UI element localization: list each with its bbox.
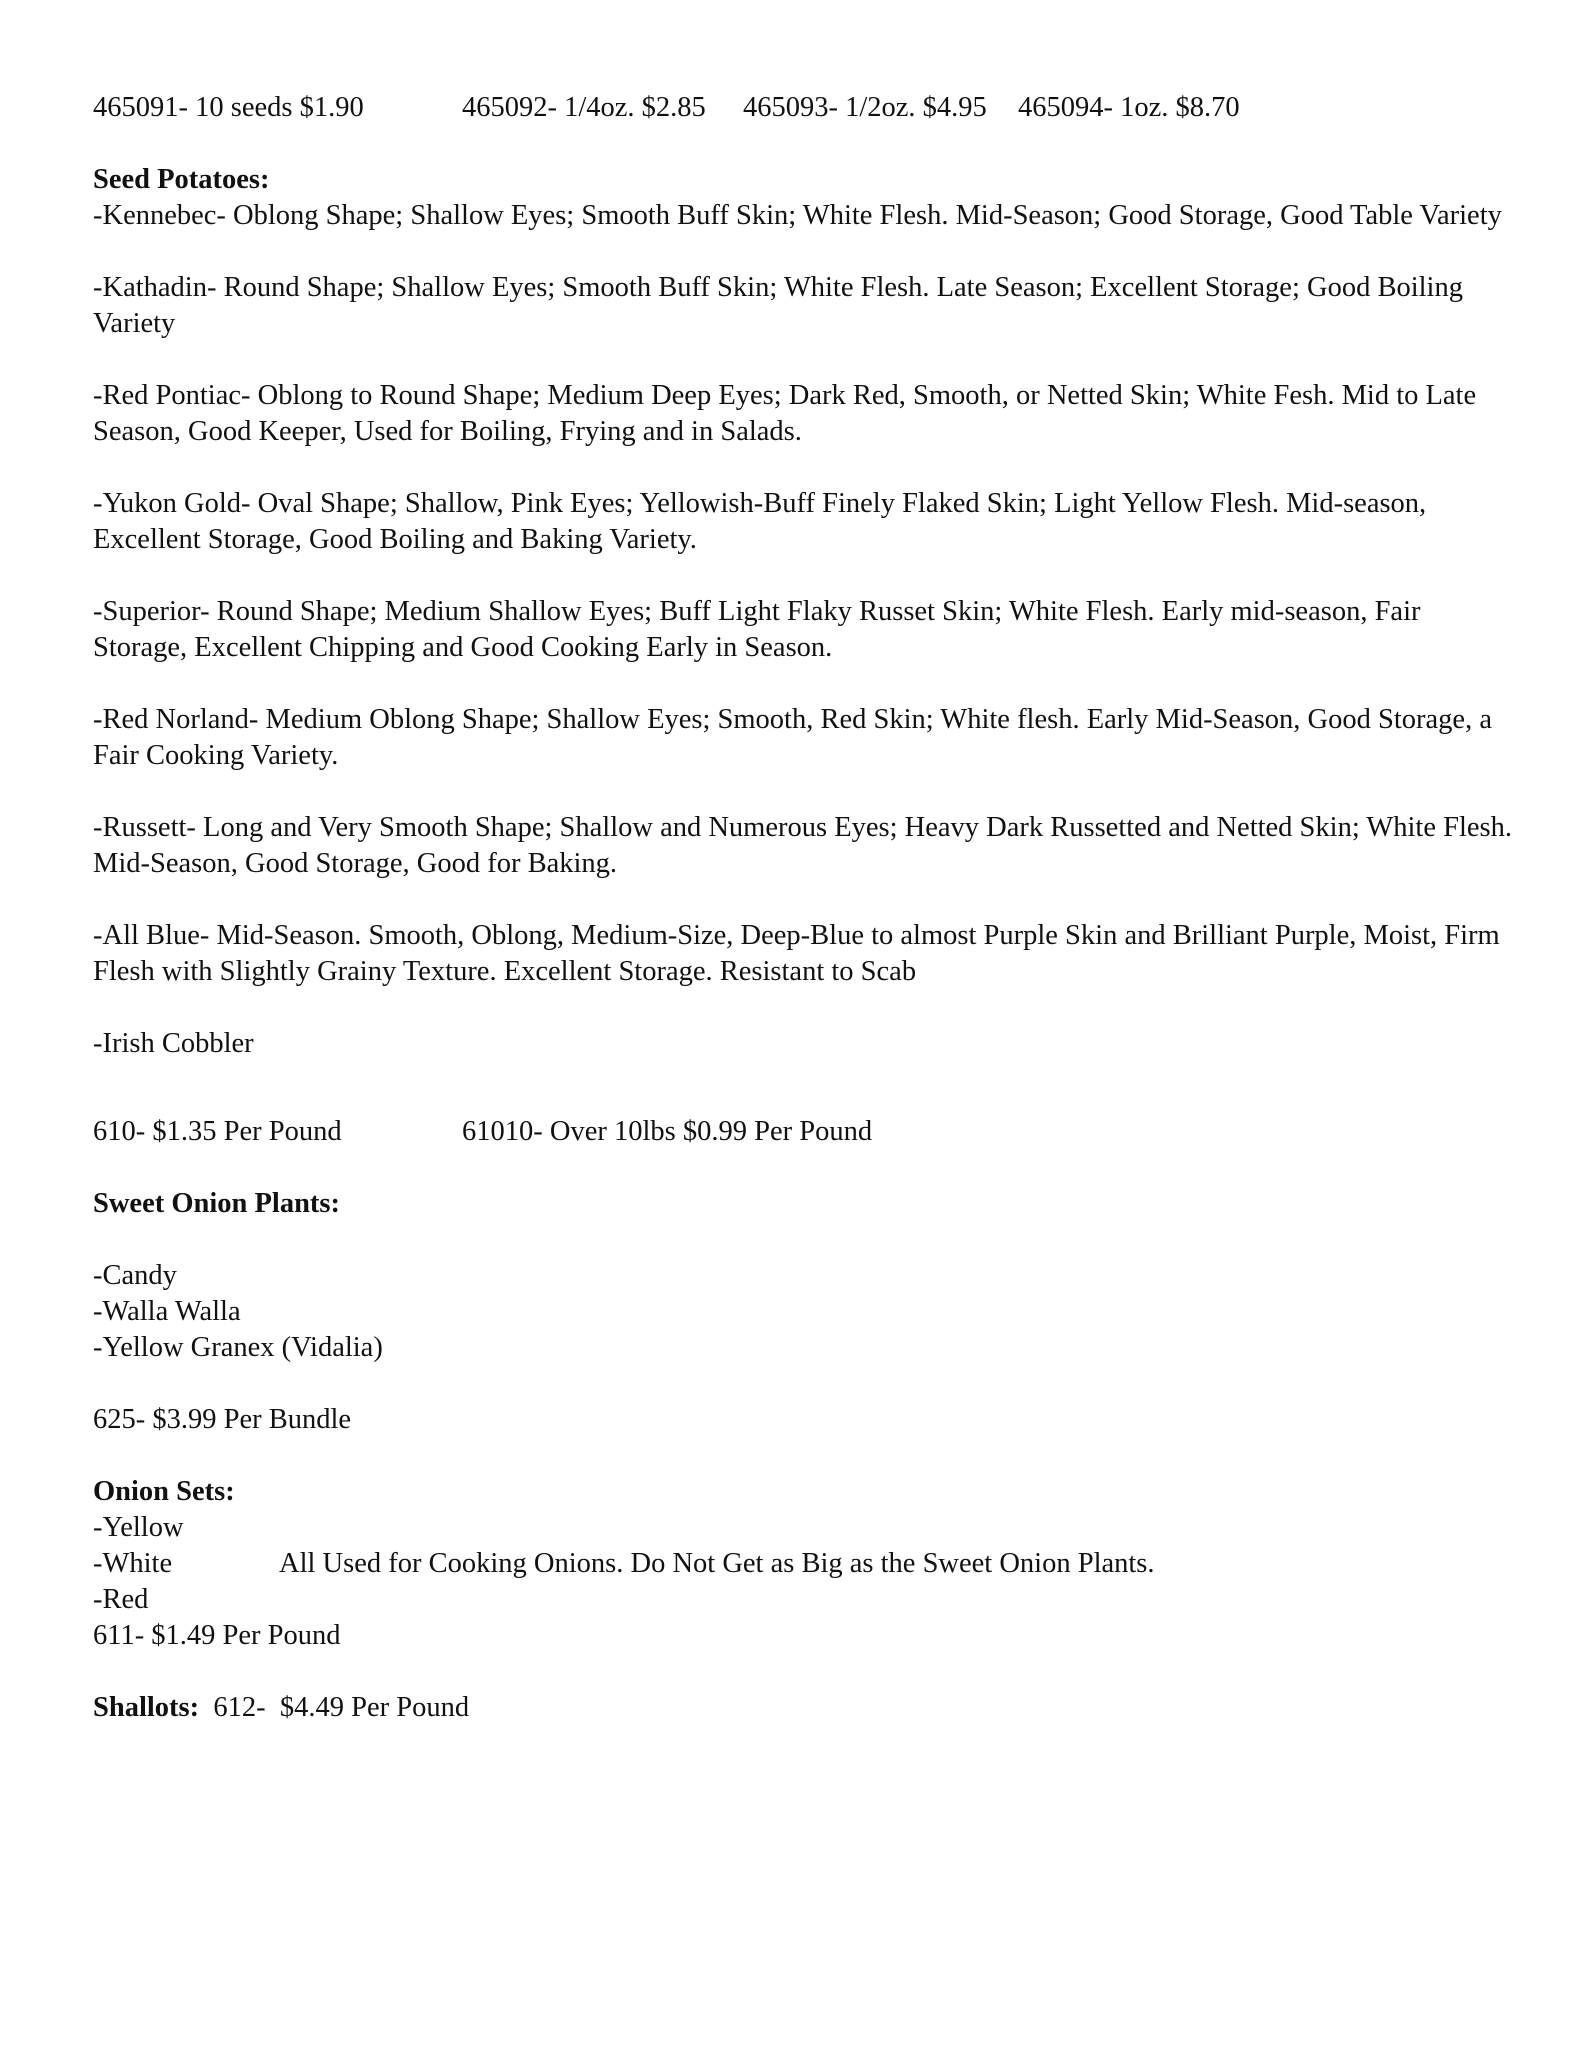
variety-yukon-gold: -Yukon Gold- Oval Shape; Shallow, Pink Eyes; Yellowish-Buff Finely Flaked Skin; Light Yellow Flesh. Mid-season, Excellent Storage, Good Boiling and Baking Variety. bbox=[93, 488, 1427, 555]
seed-price-half-oz: 465093- 1/2oz. $4.95 bbox=[743, 92, 987, 123]
sweet-onion-candy: -Candy bbox=[93, 1260, 177, 1291]
seed-price-10-seeds: 465091- 10 seeds $1.90 bbox=[93, 92, 364, 123]
document-page bbox=[93, 90, 1513, 1726]
variety-all-blue: -All Blue- Mid-Season. Smooth, Oblong, Medium-Size, Deep-Blue to almost Purple Skin and Brilliant Purple, Moist, Firm Flesh with Slightly Grainy Texture. Excellent Storage. Resistant to Scab bbox=[93, 920, 1500, 987]
onion-set-white-row bbox=[93, 1546, 1513, 1582]
onion-set-yellow: -Yellow bbox=[93, 1512, 184, 1543]
variety-red-norland: -Red Norland- Medium Oblong Shape; Shallow Eyes; Smooth, Red Skin; White flesh. Early Mid-Season, Good Storage, a Fair Cooking Variety. bbox=[93, 704, 1492, 771]
potato-price-over-10lbs: 61010- Over 10lbs $0.99 Per Pound bbox=[462, 1116, 873, 1147]
onion-set-white: -White bbox=[93, 1548, 173, 1579]
variety-irish-cobbler: -Irish Cobbler bbox=[93, 1028, 254, 1059]
onion-sets-note: All Used for Cooking Onions. Do Not Get as Big as the Sweet Onion Plants. bbox=[279, 1548, 1155, 1579]
shallots-heading: Shallots: bbox=[93, 1692, 200, 1723]
shallots-price: 612- $4.49 Per Pound bbox=[213, 1692, 470, 1723]
variety-kennebec: -Kennebec- Oblong Shape; Shallow Eyes; Smooth Buff Skin; White Flesh. Mid-Season; Good Storage, Good Table Variety bbox=[93, 200, 1502, 231]
shallots-row bbox=[93, 1690, 1513, 1726]
seed-price-row bbox=[93, 90, 1513, 126]
variety-russett: -Russett- Long and Very Smooth Shape; Shallow and Numerous Eyes; Heavy Dark Russetted and Netted Skin; White Flesh. Mid-Season, Good Storage, Good for Baking. bbox=[93, 812, 1513, 879]
onion-sets-price: 611- $1.49 Per Pound bbox=[93, 1620, 341, 1651]
seed-potatoes-heading: Seed Potatoes: bbox=[93, 164, 270, 195]
variety-superior: -Superior- Round Shape; Medium Shallow Eyes; Buff Light Flaky Russet Skin; White Flesh. Early mid-season, Fair Storage, Excellent Chipping and Good Cooking Early in Season. bbox=[93, 596, 1421, 663]
variety-red-pontiac: -Red Pontiac- Oblong to Round Shape; Medium Deep Eyes; Dark Red, Smooth, or Netted Skin; White Fesh. Mid to Late Season, Good Keeper, Used for Boiling, Frying and in Salads. bbox=[93, 380, 1477, 447]
onion-set-red: -Red bbox=[93, 1584, 149, 1615]
seed-price-quarter-oz: 465092- 1/4oz. $2.85 bbox=[462, 92, 706, 123]
sweet-onion-price: 625- $3.99 Per Bundle bbox=[93, 1404, 352, 1435]
seed-price-one-oz: 465094- 1oz. $8.70 bbox=[1018, 92, 1240, 123]
potato-price-per-pound: 610- $1.35 Per Pound bbox=[93, 1116, 342, 1147]
variety-kathadin: -Kathadin- Round Shape; Shallow Eyes; Smooth Buff Skin; White Flesh. Late Season; Excellent Storage; Good Boiling Variety bbox=[93, 272, 1463, 339]
sweet-onion-walla-walla: -Walla Walla bbox=[93, 1296, 241, 1327]
onion-sets-heading: Onion Sets: bbox=[93, 1476, 235, 1507]
potato-price-row bbox=[93, 1114, 1513, 1150]
sweet-onion-plants-heading: Sweet Onion Plants: bbox=[93, 1188, 341, 1219]
sweet-onion-yellow-granex: -Yellow Granex (Vidalia) bbox=[93, 1332, 383, 1363]
